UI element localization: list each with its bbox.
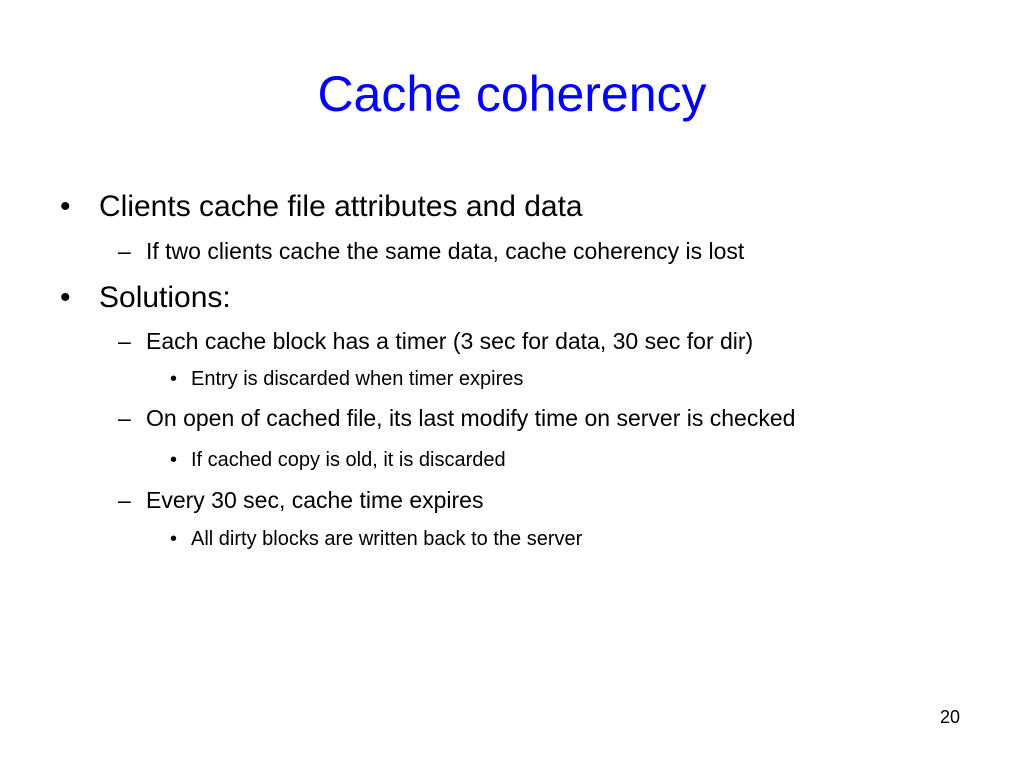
dash-marker: – [118,238,131,264]
sub-sub-bullet-text: All dirty blocks are written back to the server [191,528,583,550]
dash-marker: – [118,328,131,354]
bullet-marker: • [170,368,178,390]
bullet-marker: • [170,528,178,550]
bullet-marker: • [60,281,71,314]
bullet-text: Clients cache file attributes and data [99,190,583,223]
sub-bullet-text: Each cache block has a timer (3 sec for data, 30 sec for dir) [146,328,754,354]
sub-bullet-text: If two clients cache the same data, cache coherency is lost [146,238,745,264]
bullet-marker: • [170,449,178,471]
sub-sub-bullet-text: If cached copy is old, it is discarded [191,449,506,471]
dash-marker: – [118,487,131,513]
page-number: 20 [939,707,960,727]
slide-title: Cache coherency [317,66,707,122]
bullet-marker: • [60,190,71,223]
sub-bullet-text: On open of cached file, its last modify time on server is checked [146,405,796,431]
dash-marker: – [118,405,131,431]
bullet-text: Solutions: [99,281,231,314]
sub-sub-bullet-text: Entry is discarded when timer expires [191,368,524,390]
sub-bullet-text: Every 30 sec, cache time expires [146,487,484,513]
